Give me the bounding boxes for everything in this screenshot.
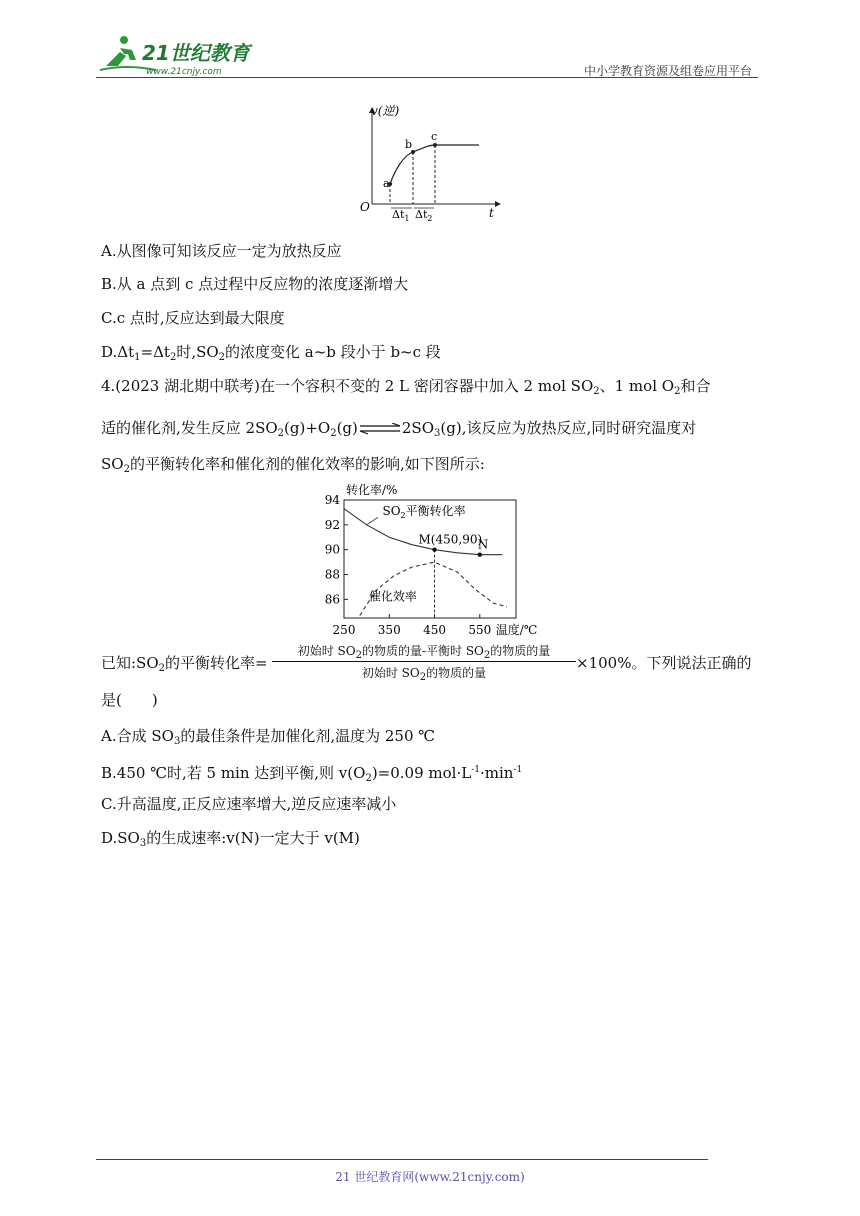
formula-numerator: 初始时 $SO_2$的物质的量-平衡时 $SO_2$的物质的量 [297, 644, 551, 661]
x-tick-label: 550 [468, 623, 492, 637]
point-c [433, 143, 437, 147]
logo-text: 21世纪教育 [142, 41, 250, 65]
point-b-label: b [405, 138, 413, 151]
chart-ylabel: 转化率/% [346, 483, 398, 497]
logo-icon [96, 30, 266, 78]
x-axis-label: t [489, 206, 494, 220]
dt1-sub: 1 [404, 214, 410, 223]
point-a-label: a [383, 177, 390, 190]
q4-option-a: A.合成 $SO_3$的最佳条件是加催化剂,温度为 250 ℃ [101, 727, 436, 747]
q4-option-d: $D.SO_3$的生成速率:v(N)一定大于 v(M) [101, 829, 360, 849]
q3-option-c: C.c 点时,反应达到最大限度 [101, 309, 285, 327]
point-c-label: c [431, 130, 438, 143]
svg-text:Δt2 [415, 208, 432, 223]
dt1-label: Δt [392, 208, 405, 221]
svg-text:Δt1 [392, 208, 409, 223]
dt2-label: Δt [415, 208, 428, 221]
q4-stem-line2: 适的催化剂,发生反应 $2SO_2(g)+O_2(g)$ $2SO_3(g)$,该反应为放热反应,同时研究温度对 [101, 419, 697, 439]
q4-prompt-end: 是( ) [101, 691, 158, 709]
y-axis-label: v(逆) [371, 104, 400, 118]
point-label-1: N [477, 537, 489, 552]
footer-text: 21 世纪教育网(www.21cnjy.com) [335, 1170, 525, 1184]
page-header [96, 30, 756, 80]
y-tick-label: 92 [324, 517, 340, 532]
site-tagline: 中小学教育资源及组卷应用平台 [583, 64, 752, 78]
point-1 [478, 552, 482, 556]
velocity-time-figure [355, 100, 505, 225]
x-tick-label: 450 [423, 623, 446, 637]
header-divider [96, 77, 758, 78]
series-label-0: $SO_2$平衡转化率 [382, 503, 466, 520]
series-leader-0 [367, 517, 378, 524]
conversion-chart [318, 480, 558, 642]
dt2-sub: 2 [427, 214, 433, 223]
y-tick-label: 90 [324, 542, 340, 557]
equilibrium-arrow-icon [358, 423, 402, 435]
point-0 [432, 547, 436, 551]
series-label-1: 催化效率 [368, 589, 417, 604]
point-label-0: M(450,90) [418, 532, 483, 547]
y-tick-label: 86 [324, 592, 340, 607]
chart-xlabel: 温度/℃ [495, 623, 538, 637]
known-formula-suffix: ×100%。下列说法正确的 [576, 654, 752, 672]
origin-label: O [360, 200, 370, 214]
q4-stem-line1: 4.(2023 湖北期中联考)在一个容积不变的 2 L 密闭容器中加入 2 mol $SO_2$、1 mol $O_2$和合 [101, 377, 711, 397]
q4-option-c: C.升高温度,正反应速率增大,逆反应速率减小 [101, 795, 397, 813]
footer-divider [96, 1159, 708, 1160]
x-tick-label: 350 [377, 623, 401, 637]
q3-option-a: A.从图像可知该反应一定为放热反应 [101, 242, 342, 260]
fraction-bar [272, 661, 576, 662]
q3-option-b: B.从 a 点到 c 点过程中反应物的浓度逐渐增大 [101, 275, 409, 293]
q4-stem-line3: $SO_2$的平衡转化率和催化剂的催化效率的影响,如下图所示: [101, 455, 485, 475]
logo-url: www.21cnjy.com [146, 67, 222, 77]
known-formula-prefix: 已知$:SO_2$的平衡转化率= [101, 654, 268, 674]
y-tick-label: 94 [324, 493, 340, 507]
q3-option-d: $D.\Delta t_1=\Delta t_2$时$,SO_2$的浓度变化 a~b 段小于 b~c 段 [101, 343, 441, 363]
y-tick-label: 88 [324, 567, 340, 582]
q4-option-b: B.450 ℃时,若 5 min 达到平衡,则 $v(O_2)=0.09$ $mol\cdot L^{-1}\cdot\min^{-1}$ [101, 764, 523, 784]
formula-denominator: 初始时 $SO_2$的物质的量 [361, 666, 487, 683]
x-tick-label: 250 [332, 623, 356, 637]
